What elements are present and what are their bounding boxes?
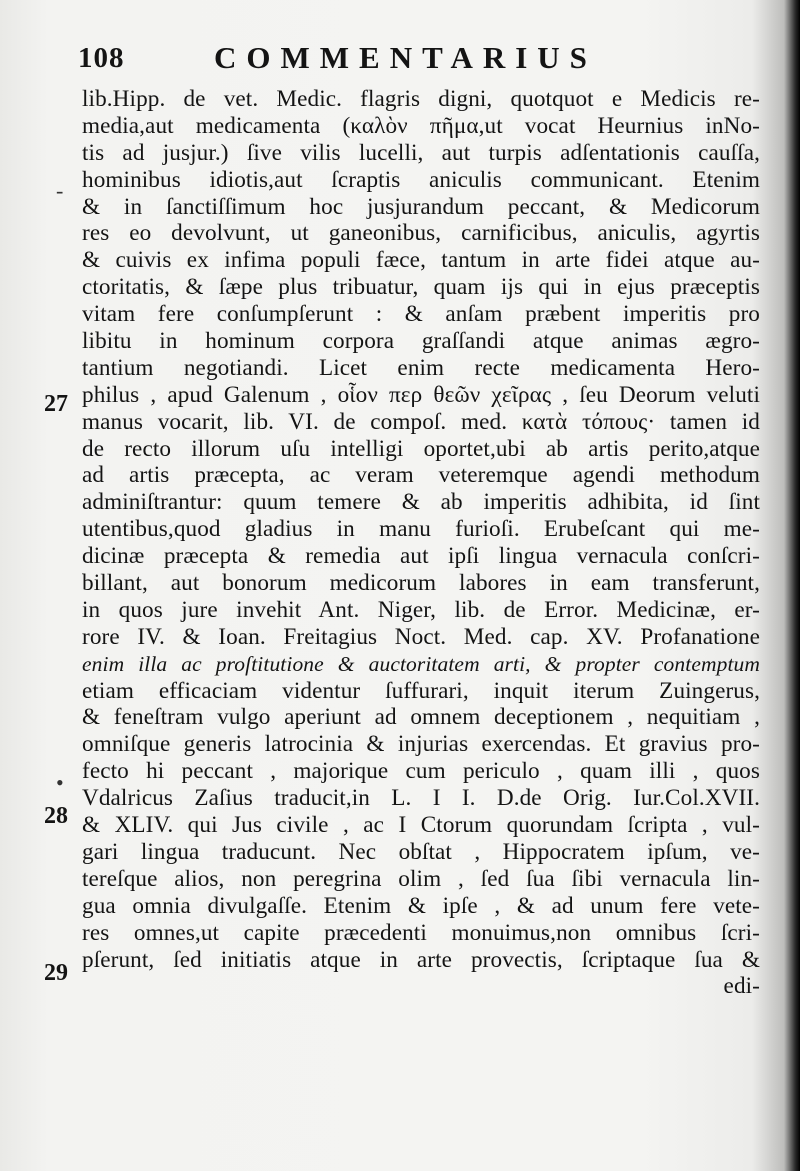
text-line: dicinæ præcepta & remedia aut ipſi lingua vernacula conſcri- xyxy=(82,543,760,570)
text-line: manus vocarit, lib. VI. de compoſ. med. κατὰ τόπους· tamen id xyxy=(82,408,760,435)
text-line: res eo devolvunt, ut ganeonibus, carnificibus, aniculis, agyrtis xyxy=(82,220,760,247)
text-line: tereſque alios, non peregrina olim , ſed ſua ſibi vernacula lin- xyxy=(82,865,760,892)
text-line: lib.Hipp. de vet. Medic. flagris digni, quotquot e Medicis re- xyxy=(82,86,760,112)
text-line: hominibus idiotis,aut ſcraptis aniculis communicant. Etenim xyxy=(82,166,760,193)
text-line: enim illa ac proſtitutione & auctoritatem arti, & propter contemptum xyxy=(82,651,760,676)
text-line: res omnes,ut capite præcedenti monuimus,non omnibus ſcri- xyxy=(82,919,760,946)
text-line: rore IV. & Ioan. Freitagius Noct. Med. cap. XV. Profanatione xyxy=(82,623,760,650)
text-line: etiam efficaciam videntur ſuffurari, inquit iterum Zuingerus, xyxy=(82,677,760,704)
text-line: adminiſtrantur: quum temere & ab imperitis adhibita, id ſint xyxy=(82,489,760,516)
text-line: ad artis præcepta, ac veram veteremque agendi methodum xyxy=(82,462,760,489)
body-text xyxy=(82,86,760,1000)
text-line: & cuivis ex infima populi fæce, tantum in arte fidei atque au- xyxy=(82,247,760,274)
catchword: edi- xyxy=(723,973,760,1000)
text-line: libitu in hominum corpora graſſandi atque animas ægro- xyxy=(82,328,760,355)
text-line: gari lingua traducunt. Nec obſtat , Hippocratem ipſum, ve- xyxy=(82,838,760,865)
text-line: vitam fere conſumpſerunt : & anſam præbent imperitis pro xyxy=(82,301,760,328)
text-line: de recto illorum uſu intelligi oportet,ubi ab artis perito,atque xyxy=(82,435,760,462)
text-line: & in ſanctiſſimum hoc jusjurandum peccant, & Medicorum xyxy=(82,193,760,220)
text-line: Vdalricus Zaſius traducit,in L. I I. D.de Orig. Iur.Col.XVII. xyxy=(82,785,760,812)
text-line: fecto hi peccant , majorique cum periculo , quam illi , quos xyxy=(82,758,760,785)
margin-dot: • xyxy=(56,770,64,795)
text-line: utentibus,quod gladius in manu furioſi. Erubeſcant qui me- xyxy=(82,516,760,543)
text-line: billant, aut bonorum medicorum labores in eam transferunt, xyxy=(82,570,760,597)
text-line: & XLIV. qui Jus civile , ac I Ctorum quorundam ſcripta , vul- xyxy=(82,812,760,839)
margin-number-27: 27 xyxy=(44,391,68,417)
margin-number-29: 29 xyxy=(44,960,68,986)
page-header xyxy=(78,40,768,84)
running-title: COMMENTARIUS xyxy=(214,40,597,75)
text-line: philus , apud Galenum , οἷον περ θεῶν χεῖρας , ſeu Deorum veluti xyxy=(82,381,760,408)
text-line: pſerunt, ſed initiatis atque in arte provectis, ſcriptaque ſua & xyxy=(82,946,760,973)
text-line: tantium negotiandi. Licet enim recte medicamenta Hero- xyxy=(82,354,760,381)
text-line: & feneſtram vulgo aperiunt ad omnem deceptionem , nequitiam , xyxy=(82,704,760,731)
text-line: in quos jure invehit Ant. Niger, lib. de Error. Medicinæ, er- xyxy=(82,596,760,623)
text-line: omniſque generis latrocinia & injurias exercendas. Et gravius pro- xyxy=(82,731,760,758)
text-line: tis ad jusjur.) ſive vilis lucelli, aut turpis adſentationis cauſſa, xyxy=(82,139,760,166)
page-number: 108 xyxy=(78,42,125,74)
margin-dash: - xyxy=(56,178,64,203)
text-line: media,aut medicamenta (καλὸν πῆμα,ut vocat Heurnius inNo- xyxy=(82,112,760,139)
margin-number-28: 28 xyxy=(44,803,68,829)
text-line: ctoritatis, & ſæpe plus tribuatur, quam ijs qui in ejus præceptis xyxy=(82,274,760,301)
text-line: gua omnia divulgaſſe. Etenim & ipſe , & ad unum fere vete- xyxy=(82,892,760,919)
